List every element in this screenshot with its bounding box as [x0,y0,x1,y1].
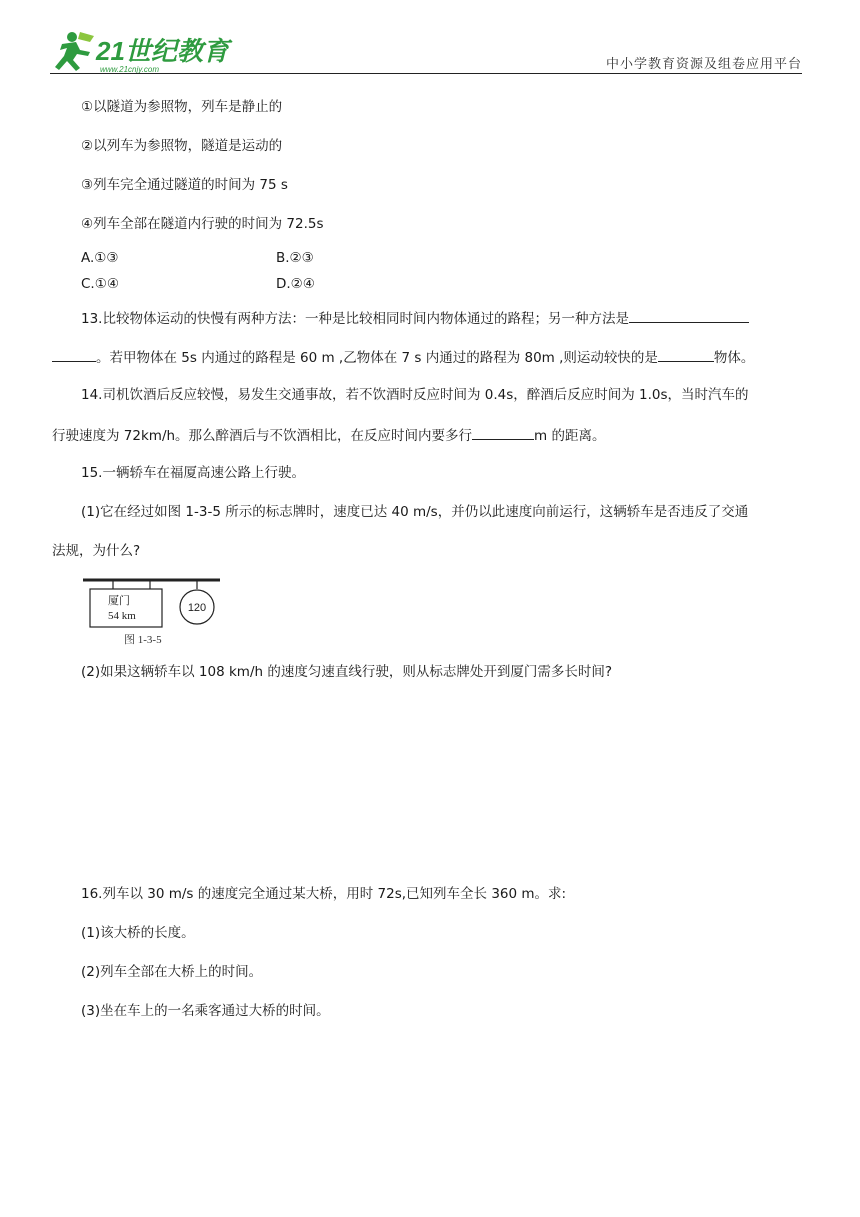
q15-title: 15.一辆轿车在福厦高速公路上行驶。 [81,465,305,481]
q14-line-2 [52,425,606,445]
q12-statement-4: ④列车全部在隧道内行驶的时间为 72.5s [81,216,324,232]
q13-text-3: 物体。 [713,350,755,366]
q12-choice-b: B.②③ [276,250,314,266]
q13-answer-blank-2[interactable] [658,347,714,362]
q16-part2: (2)列车全部在大桥上的时间。 [81,964,263,980]
q15-part1-line-1: (1)它在经过如图 1-3-5 所示的标志牌时，速度已达 40 m/s，并仍以此速度向前运行，这辆轿车是否违反了交通 [81,504,749,520]
q14-line-1: 14.司机饮酒后反应较慢，易发生交通事故，若不饮酒时反应时间为 0.4s，醉酒后反应时间为 1.0s，当时汽车的 [81,387,749,403]
q12-choice-c: C.①④ [81,276,119,292]
q13-text-2: 。若甲物体在 5s 内通过的路程是 60 m ,乙物体在 7 s 内通过的路程为 80m ,则运动较快的是 [96,350,658,366]
q12-statement-3: ③列车完全通过隧道的时间为 75 s [81,177,288,193]
figure-caption: 图 1-3-5 [124,634,162,646]
q13-line-2 [52,347,754,367]
q15-part2: (2)如果这辆轿车以 108 km/h 的速度匀速直线行驶，则从标志牌处开到厦门需多长时间? [81,664,613,680]
q12-statement-1: ①以隧道为参照物，列车是静止的 [81,99,283,115]
runner-icon [55,32,94,71]
q16-part1: (1)该大桥的长度。 [81,925,195,941]
sign-distance: 54 km [108,610,136,622]
platform-name: 中小学教育资源及组卷应用平台 [605,57,802,72]
q13-answer-blank-1[interactable] [629,308,749,323]
logo-url: www.21cnjy.com [100,65,159,74]
logo-text: 21世纪教育 [96,36,229,66]
q14-answer-blank[interactable] [472,425,534,440]
q16-part3: (3)坐在车上的一名乘客通过大桥的时间。 [81,1003,330,1019]
q14-text-1: 行驶速度为 72km/h。那么醉酒后与不饮酒相比，在反应时间内要多行 [52,428,473,444]
q12-choice-a: A.①③ [81,250,119,266]
q16-title: 16.列车以 30 m/s 的速度完全通过某大桥，用时 72s,已知列车全长 360 m。求: [81,886,567,902]
q14-text-2: m 的距离。 [534,428,606,444]
sign-city: 厦门 [108,594,130,607]
q13-text-1: 13.比较物体运动的快慢有两种方法：一种是比较相同时间内物体通过的路程；另一种方法是 [81,311,629,327]
header-divider [50,73,802,74]
q13-line-1 [81,308,749,328]
q15-part1-line-2: 法规，为什么? [52,543,141,559]
speed-limit-value: 120 [187,602,207,614]
q12-choice-d: D.②④ [276,276,315,292]
q12-statement-2: ②以列车为参照物，隧道是运动的 [81,138,283,154]
q13-answer-blank-1-cont[interactable] [52,347,96,362]
site-logo [50,30,240,74]
